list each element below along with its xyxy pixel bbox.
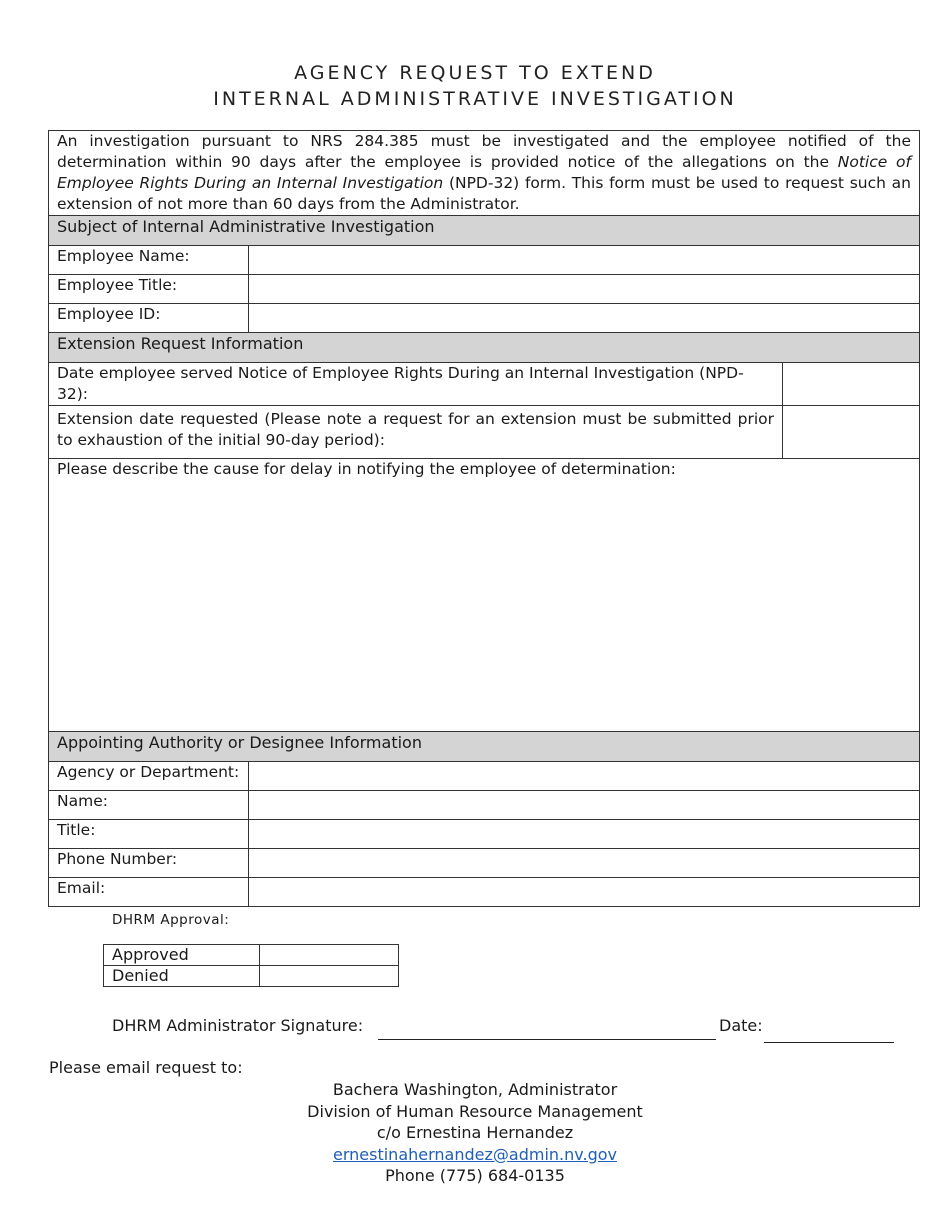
contact-email-link[interactable]: ernestinahernandez@admin.nv.gov — [333, 1144, 617, 1164]
authority-name-field[interactable] — [249, 791, 920, 820]
employee-name-label: Employee Name: — [49, 246, 249, 275]
signature-date-label: Date: — [719, 1016, 763, 1035]
form-title-line-2: INTERNAL ADMINISTRATIVE INVESTIGATION — [213, 88, 737, 110]
request-form-table — [48, 130, 920, 907]
agency-field[interactable] — [249, 762, 920, 791]
contact-block — [0, 1079, 950, 1187]
date-served-field[interactable] — [783, 363, 920, 406]
contact-phone: Phone (775) 684-0135 — [385, 1166, 565, 1185]
date-requested-label: Extension date requested (Please note a request for an extension must be submitted prior to exhaustion of the initial 90-day period): — [49, 406, 783, 459]
employee-id-label: Employee ID: — [49, 304, 249, 333]
subject-section-heading: Subject of Internal Administrative Investigation — [49, 216, 920, 246]
signature-line[interactable] — [378, 1039, 716, 1040]
phone-field[interactable] — [249, 849, 920, 878]
email-label: Email: — [49, 878, 249, 907]
agency-label: Agency or Department: — [49, 762, 249, 791]
approved-label: Approved — [104, 945, 260, 966]
signature-label: DHRM Administrator Signature: — [112, 1016, 364, 1035]
employee-title-field[interactable] — [249, 275, 920, 304]
signature-date-line[interactable] — [764, 1042, 894, 1043]
employee-id-field[interactable] — [249, 304, 920, 333]
email-field[interactable] — [249, 878, 920, 907]
authority-title-label: Title: — [49, 820, 249, 849]
authority-name-label: Name: — [49, 791, 249, 820]
intro-form-name: Notice of Employee Rights During an Internal Investigation — [57, 153, 911, 192]
phone-label: Phone Number: — [49, 849, 249, 878]
authority-title-field[interactable] — [249, 820, 920, 849]
approval-table — [103, 944, 399, 987]
denied-checkbox[interactable] — [260, 966, 399, 987]
contact-division: Division of Human Resource Management — [307, 1101, 643, 1121]
authority-section-heading: Appointing Authority or Designee Information — [49, 732, 920, 762]
dhrm-approval-label: DHRM Approval: — [112, 912, 230, 928]
delay-cause-label: Please describe the cause for delay in notifying the employee of determination: — [57, 460, 676, 478]
denied-label: Denied — [104, 966, 260, 987]
extension-section-heading: Extension Request Information — [49, 333, 920, 363]
date-requested-field[interactable] — [783, 406, 920, 459]
employee-name-field[interactable] — [249, 246, 920, 275]
approved-checkbox[interactable] — [260, 945, 399, 966]
intro-text — [49, 131, 920, 216]
intro-part-2: (NPD-32) form. This form must be used to request such an extension of not more than 60 days from the Administrator. — [57, 174, 911, 213]
intro-part-1: An investigation pursuant to NRS 284.385 must be investigated and the employee notified of the determination within 90 days after the employee is provided notice of the allegations on the — [57, 132, 911, 171]
employee-title-label: Employee Title: — [49, 275, 249, 304]
delay-cause-field[interactable] — [49, 459, 920, 732]
contact-name: Bachera Washington, Administrator — [332, 1080, 618, 1099]
date-served-label: Date employee served Notice of Employee Rights During an Internal Investigation (NPD-32): — [49, 363, 783, 406]
email-request-intro: Please email request to: — [49, 1058, 243, 1077]
contact-care-of: c/o Ernestina Hernandez — [376, 1123, 574, 1142]
form-title-line-1: AGENCY REQUEST TO EXTEND — [294, 62, 656, 84]
